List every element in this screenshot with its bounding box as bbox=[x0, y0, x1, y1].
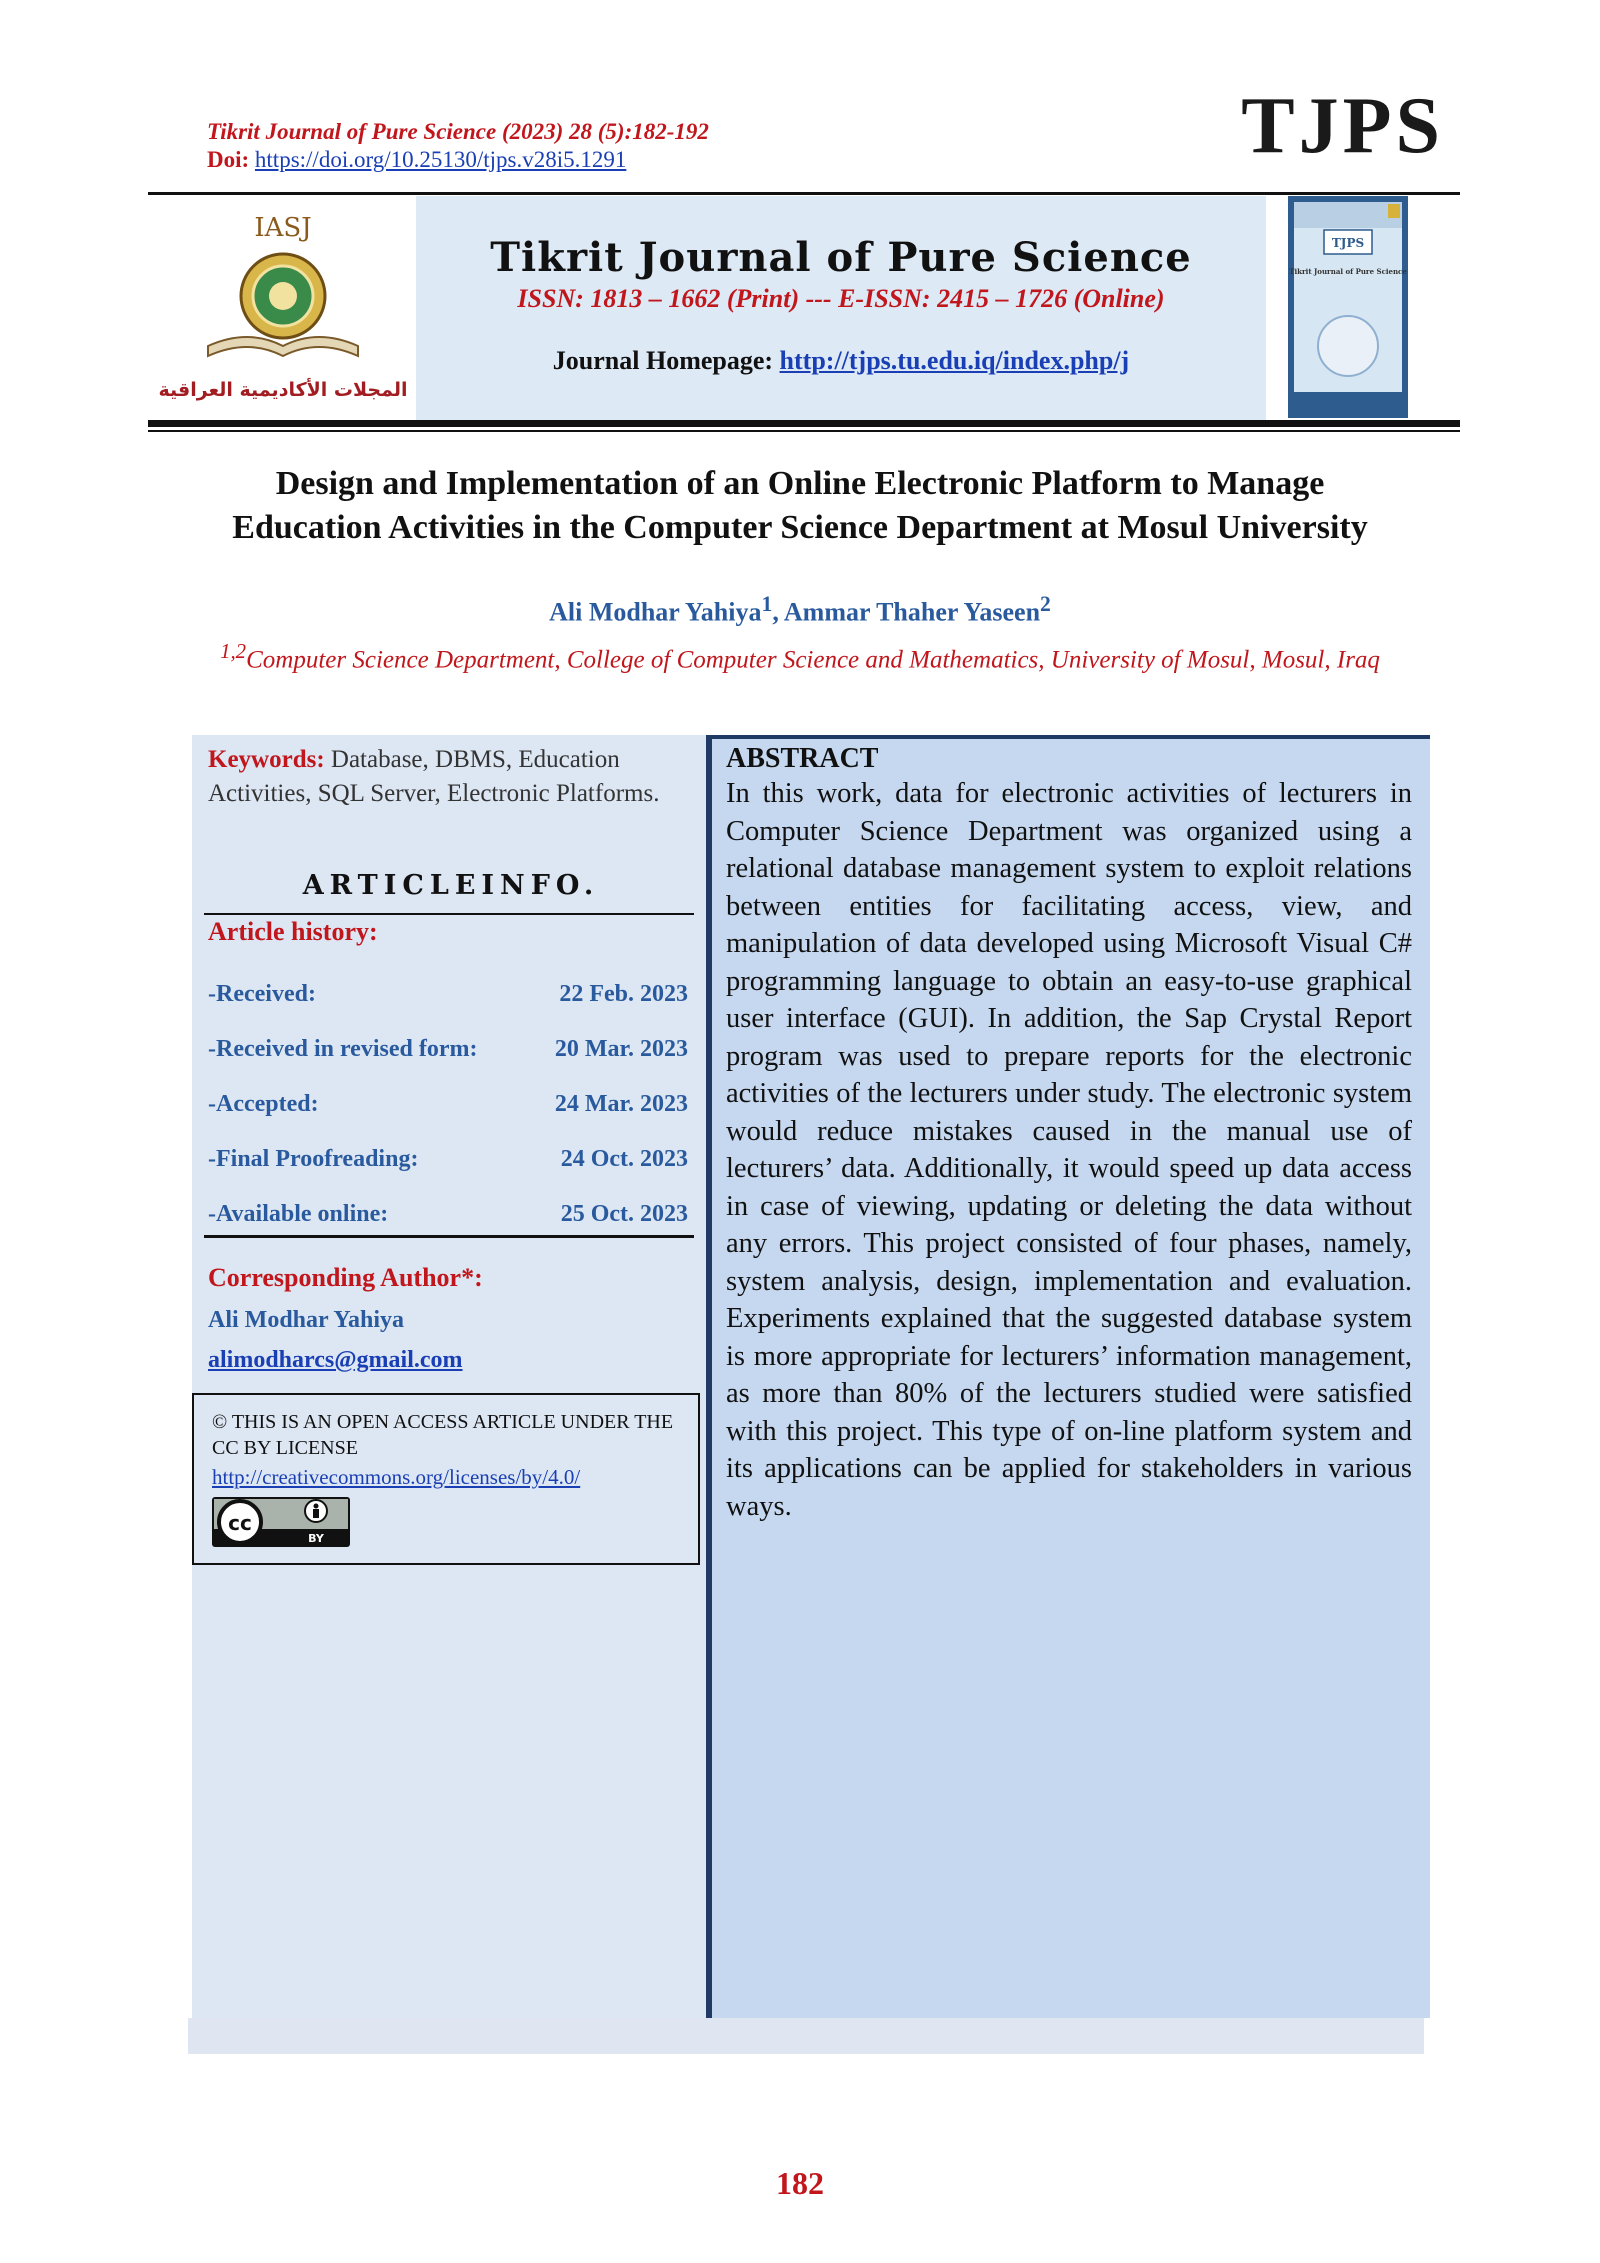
banner-center bbox=[416, 196, 1266, 421]
issn-line: ISSN: 1813 – 1662 (Print) --- E-ISSN: 2415 – 1726 (Online) bbox=[517, 284, 1165, 313]
author-affiliation-mark: 2 bbox=[1040, 592, 1051, 616]
abstract-column bbox=[710, 735, 1430, 2018]
panel-footer-strip bbox=[188, 2018, 1424, 2054]
license-box bbox=[192, 1393, 700, 1565]
date-value: 22 Feb. 2023 bbox=[559, 981, 688, 1007]
iasj-logo-text: IASJ bbox=[254, 213, 312, 243]
journal-brand-logo: TJPS bbox=[1241, 82, 1444, 170]
date-value: 20 Mar. 2023 bbox=[554, 1036, 688, 1062]
keywords-list: Database, DBMS, Education Activities, SQL Server, Electronic Platforms. bbox=[208, 746, 660, 807]
abstract-body: In this work, data for electronic activities of lecturers in Computer Science Department was organized using a relational database management system to exploit relations between entities for facilitating access, view, and manipulation of data developed using Microsoft Visual C# programming language to obtain an easy-to-use graphical user interface (GUI). In addition, the Sap Crystal Report program was used to prepare reports for the electronic activities of the lecturers under study. The electronic system would reduce mistakes caused in the manual use of lecturers’ data. Additionally, it would speed up data access in case of viewing, updating or deleting the data without any errors. This project consisted of four phases, namely, system analysis, design, implementation and evaluation. Experiments explained that the suggested database system is more appropriate for lecturers’ information management, as more than 80% of the lecturers studied were satisfied with this project. This type of on-line platform system and its applications can be applied for stakeholders in various ways. bbox=[726, 778, 1412, 1522]
paper-title: Design and Implementation of an Online Electronic Platform to Manage Education Activities in the Computer Science Department at Mosul University bbox=[232, 465, 1368, 546]
info-divider bbox=[204, 1235, 694, 1238]
column-divider bbox=[706, 735, 712, 2018]
abstract-top-rule bbox=[710, 735, 1430, 739]
cc-by-icon bbox=[212, 1497, 350, 1547]
doi-link[interactable]: https://doi.org/10.25130/tjps.v28i5.1291 bbox=[254, 147, 627, 172]
banner-rule-thick bbox=[148, 420, 1460, 427]
cover-title: Tikrit Journal of Pure Science bbox=[1289, 267, 1407, 276]
date-row-proofreading bbox=[208, 1146, 688, 1176]
corresponding-author-name: Ali Modhar Yahiya bbox=[208, 1307, 405, 1333]
author-line bbox=[200, 592, 1400, 628]
journal-name: Tikrit Journal of Pure Science bbox=[490, 234, 1192, 281]
affiliation-text: Computer Science Department, College of Computer Science and Mathematics, University of Mosul, Mosul, Iraq bbox=[246, 646, 1380, 674]
author-affiliation-mark: 1 bbox=[761, 592, 773, 616]
license-text: © THIS IS AN OPEN ACCESS ARTICLE UNDER THE CC BY LICENSE bbox=[212, 1411, 674, 1459]
doi-label: Doi: bbox=[207, 147, 250, 172]
header-rule bbox=[148, 192, 1460, 195]
date-value: 24 Oct. 2023 bbox=[560, 1146, 688, 1172]
date-row-revised bbox=[208, 1036, 688, 1066]
journal-cover-thumbnail bbox=[1288, 196, 1408, 418]
info-divider bbox=[204, 913, 694, 915]
corresponding-author-label: Corresponding Author*: bbox=[208, 1263, 483, 1292]
svg-text:cc: cc bbox=[228, 1511, 252, 1535]
citation-block bbox=[207, 118, 709, 174]
homepage-label: Journal Homepage: bbox=[552, 346, 774, 375]
cc-by-label: BY bbox=[308, 1532, 324, 1545]
date-label: -Final Proofreading: bbox=[208, 1146, 419, 1172]
author-separator: , bbox=[772, 597, 784, 627]
date-row-available bbox=[208, 1201, 688, 1231]
affiliation bbox=[200, 632, 1400, 679]
journal-citation: Tikrit Journal of Pure Science (2023) 28 (5):182-192 bbox=[207, 119, 709, 144]
page-number: 182 bbox=[776, 2165, 824, 2201]
cover-badge: TJPS bbox=[1331, 236, 1365, 250]
date-value: 24 Mar. 2023 bbox=[554, 1091, 688, 1117]
article-info-column bbox=[192, 735, 710, 2018]
author-name: Ali Modhar Yahiya bbox=[549, 597, 762, 627]
homepage-line bbox=[416, 346, 1266, 376]
date-row-accepted bbox=[208, 1091, 688, 1121]
article-info-heading: ARTICLEINFO. bbox=[302, 870, 600, 901]
article-history-label: Article history: bbox=[208, 917, 378, 946]
abstract-heading: ABSTRACT bbox=[726, 743, 879, 774]
date-label: -Received in revised form: bbox=[208, 1036, 478, 1062]
journal-banner bbox=[148, 196, 1460, 421]
date-row-received bbox=[208, 981, 688, 1011]
homepage-link[interactable]: http://tjps.tu.edu.iq/index.php/j bbox=[779, 346, 1130, 375]
date-label: -Received: bbox=[208, 981, 316, 1007]
corresponding-author-email[interactable]: alimodharcs@gmail.com bbox=[208, 1347, 463, 1373]
date-label: -Accepted: bbox=[208, 1091, 319, 1117]
doi-line bbox=[207, 146, 709, 174]
iasj-logo bbox=[148, 196, 414, 421]
iasj-arabic-name: المجلات الأكاديمية العراقية bbox=[158, 379, 408, 401]
date-value: 25 Oct. 2023 bbox=[560, 1201, 688, 1227]
affiliation-mark: 1,2 bbox=[220, 639, 247, 663]
keywords-label: Keywords: bbox=[208, 746, 325, 773]
keywords bbox=[208, 743, 698, 811]
author-name: Ammar Thaher Yaseen bbox=[783, 597, 1041, 627]
license-link[interactable]: http://creativecommons.org/licenses/by/4.0/ bbox=[212, 1465, 581, 1489]
date-label: -Available online: bbox=[208, 1201, 389, 1227]
banner-rule-thin bbox=[148, 430, 1460, 432]
